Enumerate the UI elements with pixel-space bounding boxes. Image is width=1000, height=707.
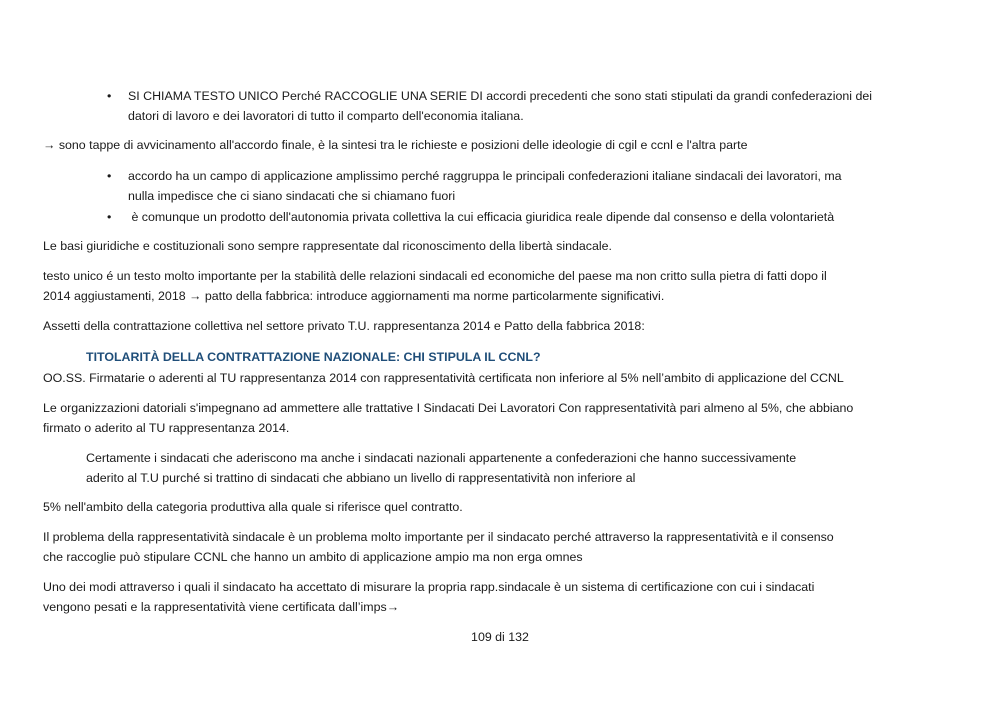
paragraph-line: che raccoglie può stipulare CCNL che hanno un ambito di applicazione ampio ma non erga omnes	[43, 550, 583, 564]
bullet-marker: •	[107, 89, 112, 103]
paragraph-problema	[43, 527, 958, 567]
paragraph-line: Certamente i sindacati che aderiscono ma anche i sindacati nazionali appartenente a confederazioni che hanno successivamente	[86, 451, 797, 465]
bullet-marker: •	[107, 210, 112, 224]
paragraph-certamente	[86, 448, 916, 488]
arrow-paragraph: → sono tappe di avvicinamento all'accordo finale, è la sintesi tra le richieste e posizioni delle ideologie di cgil e ccnl e l'altra parte	[43, 138, 748, 152]
bullet-text-line1: è comunque un prodotto dell'autonomia privata collettiva la cui efficacia giuridica reale dipende dal consenso e della volontarietà	[128, 210, 835, 224]
page-number: 109 di 132	[471, 630, 529, 644]
paragraph-modi	[43, 577, 958, 617]
section-heading: TITOLARITÀ DELLA CONTRATTAZIONE NAZIONALE: CHI STIPULA IL CCNL?	[86, 350, 541, 364]
bullet-text-line2: nulla impedisce che ci siano sindacati che si chiamano fuori	[128, 189, 456, 203]
paragraph-line: aderito al T.U purché si trattino di sindacati che abbiano un livello di rappresentatività non inferiore al	[86, 471, 636, 485]
bullet-item-testo-unico	[107, 86, 952, 126]
paragraph-assetti: Assetti della contrattazione collettiva nel settore privato T.U. rappresentanza 2014 e Patto della fabbrica 2018:	[43, 319, 645, 333]
paragraph-basi: Le basi giuridiche e costituzionali sono sempre rappresentate dal riconoscimento della libertà sindacale.	[43, 239, 612, 253]
paragraph-ooss: OO.SS. Firmatarie o aderenti al TU rappresentanza 2014 con rappresentatività certificata non inferiore al 5% nell’ambito di applicazione del CCNL	[43, 371, 844, 385]
paragraph-five-percent: 5% nell'ambito della categoria produttiva alla quale si riferisce quel contratto.	[43, 500, 463, 514]
paragraph-line: Il problema della rappresentatività sindacale è un problema molto importante per il sindacato perché attraverso la rappresentatività e il consenso	[43, 530, 834, 544]
bullet-text-line1: accordo ha un campo di applicazione amplissimo perché raggruppa le principali confederazioni italiane sindacali dei lavoratori, ma	[128, 169, 842, 183]
paragraph-testo-unico	[43, 266, 958, 306]
bullet-marker: •	[107, 169, 112, 183]
paragraph-line: vengono pesati e la rappresentatività viene certificata dall’imps→	[43, 600, 400, 614]
bullet-item-autonomia	[107, 207, 952, 227]
paragraph-line: Uno dei modi attraverso i quali il sindacato ha accettato di misurare la propria rapp.sindacale è un sistema di certificazione con cui i sindacati	[43, 580, 815, 594]
bullet-item-campo	[107, 166, 952, 206]
bullet-text-line2: datori di lavoro e dei lavoratori di tutto il comparto dell'economia italiana.	[128, 109, 524, 123]
paragraph-organizzazioni	[43, 398, 958, 438]
paragraph-line: firmato o aderito al TU rappresentanza 2014.	[43, 421, 290, 435]
paragraph-line: Le organizzazioni datoriali s'impegnano ad ammettere alle trattative I Sindacati Dei Lavoratori Con rappresentatività pari almeno al 5%, che abbiano	[43, 401, 854, 415]
bullet-text-line1: SI CHIAMA TESTO UNICO Perché RACCOGLIE UNA SERIE DI accordi precedenti che sono stati stipulati da grandi confederazioni dei	[128, 89, 872, 103]
paragraph-line: testo unico é un testo molto importante per la stabilità delle relazioni sindacali ed economiche del paese ma non critto sulla pietra di fatti dopo il	[43, 269, 827, 283]
paragraph-line: 2014 aggiustamenti, 2018 → patto della fabbrica: introduce aggiornamenti ma norme particolarmente significativi.	[43, 289, 665, 303]
